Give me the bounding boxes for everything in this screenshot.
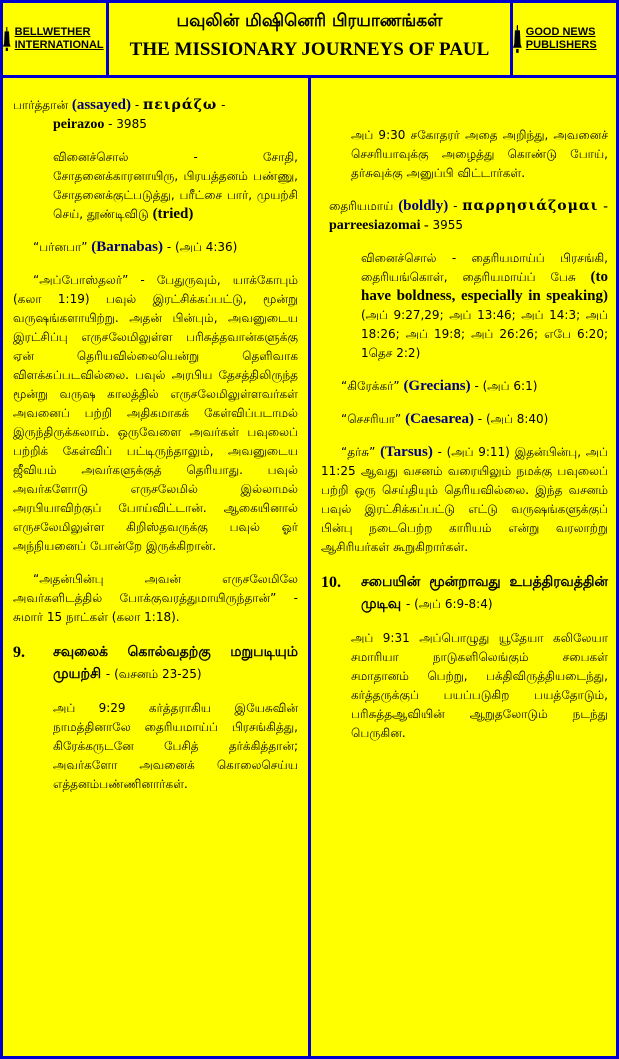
after-paragraph: “அதன்பின்பு அவன் எருசலேமிலே அவர்களிடத்தில் போக்குவரத்துமாயிருந்தான்” - சுமார் 15 நாட்கள் (கலா 1:18).: [13, 572, 298, 624]
good-news-logo: [513, 3, 616, 75]
good-news-logo-text: GOOD NEWS PUBLISHERS: [525, 26, 597, 51]
strong-number: - 3985: [108, 117, 147, 131]
entry-grecians: “கிரேக்கர்” (Grecians) - (அப் 6:1): [341, 378, 538, 394]
term-english: (assayed): [71, 97, 132, 113]
entry-boldly: தைரியமாய் (boldly) - παρρησιάζομαι - parreesiazomai - 3955: [329, 198, 608, 233]
right-column: [311, 78, 616, 1056]
book-icon: [513, 17, 522, 61]
translation: (tried): [152, 206, 194, 222]
entry-assayed-def: வினைச்சொல் - சோதி, சோதனைக்காரனாயிரு, பிரயத்தனம் பண்ணு, சோதனைக்குட்படுத்து, பரீட்சை பார், முயற்சி செய், தூண்டிவிடு (tried): [53, 150, 298, 222]
term-roman: peirazoo: [53, 117, 105, 132]
bellwether-logo: [3, 3, 106, 75]
entry-caesarea: “செசரியா” (Caesarea) - (அப் 8:40): [341, 411, 549, 427]
acts-9-30: அப் 9:30 சகோதரர் அதை அறிந்து, அவனைச் செசரியாவுக்கு அழைத்து கொண்டு போய், தர்சுவுக்கு அனுப்பி விட்டார்கள்.: [351, 128, 608, 180]
tarsus-paragraph: இதன்பின்பு, அப் 11:25 ஆவது வசனம் வரையிலும் நமக்கு பவுலைப் பற்றி ஒரு செய்தியும் தெரியவில்லை. இந்த வசனம் பவுல் இரட்சிக்கப்பட்டு எட்டு வருஷங்களுக்குப் பின்பு நடைபெற்ற காரியம் என்று வரலாற்று ஆசிரியர்கள் கூறுகிறார்கள்.: [321, 445, 608, 554]
section-9-paragraph: அப் 9:29 கர்த்தராகிய இயேசுவின் நாமத்தினாலே தைரியமாய்ப் பிரசங்கித்து, கிரேக்கருடனே பேசித் தர்க்கித்தான்; அவர்களோ அவனைக் கொலைசெய்ய எத்தனம்பண்ணினார்கள்.: [53, 701, 298, 791]
apostle-paragraph: “அப்போஸ்தலர்” - பேதுருவும், யாக்கோபும் (கலா 1:19) பவுல் இரட்சிக்கப்பட்டு, மூன்று வருஷங்களாயிற்று. அதன் பின்பும், அவனுடைய இரட்சிப்பு எருசலேமிலுள்ள பரிசுத்தவான்களுக்கு ஏன் தெரியவில்லையென்று தெளிவாக விளக்கப்படவில்லை. பவுல் அரபிய தேசத்திலிருந்த மூன்று வருஷ காலத்தில் எருசலேமிலுள்ளவர்கள் அவனைப் பற்றி அதிகமாகக் கேள்விப்படாமல் இருந்திருக்கலாம். ஒருவேளை அவர்கள் பவுலைப் பற்றிக் கேள்விப் பட்டிருந்தாலும், அவனுடைய ஜீவியம் அவர்களுக்குத் தெரியாது. பவுல் அவர்களோடு எருசலேமில் இல்லாமல் அரபியாவிற்குப் போய்விட்டான். ஆகையினால் எருசலேமிலுள்ள கிறிஸ்தவருக்கு பவுல் ஓர் அந்நியனைப் போன்றே இருக்கிறான்.: [13, 273, 298, 553]
section-9-heading: 9. சவுலைக் கொல்வதற்கு மறுபடியும் முயற்சி - (வசனம் 23-25): [13, 644, 298, 682]
entry-assayed: பார்த்தான் (assayed) - πειράζω -: [13, 97, 226, 113]
term-tamil: பார்த்தான்: [13, 98, 69, 112]
bellwether-logo-text: BELLWETHER INTERNATIONAL: [14, 26, 104, 51]
entry-tarsus: “தர்சு” (Tarsus) - (அப் 9:11) இதன்பின்பு, அப் 11:25 ஆவது வசனம் வரையிலும் நமக்கு பவுலைப் பற்றி ஒரு செய்தியும் தெரியவில்லை. இந்த வசனம் பவுல் இரட்சிக்கப்பட்டு எட்டு வருஷங்களுக்குப் பின்பு நடைபெற்ற காரியம் என்று வரலாற்று ஆசிரியர்கள் கூறுகிறார்கள்.: [321, 444, 608, 554]
term-greek: πειράζω: [143, 97, 218, 113]
page-title: [109, 3, 510, 75]
left-column: [3, 78, 308, 1056]
title-english: THE MISSIONARY JOURNEYS OF PAUL: [129, 39, 490, 60]
bell-icon: [3, 17, 11, 61]
entry-barnabas: “பர்னபா” (Barnabas) - (அப் 4:36): [33, 239, 238, 255]
section-10-heading: 10. சபையின் மூன்றாவது உபத்திரவத்தின் முடிவு - (அப் 6:9-8:4): [321, 574, 608, 612]
entry-boldly-def: வினைச்சொல் - தைரியமாய்ப் பிரசங்கி, தைரியங்கொள், தைரியமாய்ப் பேசு (to have boldness, especially in speaking) (அப் 9:27,29; அப் 13:46; அப் 14:3; அப் 18:26; அப் 19:8; அப் 26:26; எபே 6:20; 1தெச 2:2): [361, 251, 608, 360]
title-tamil: பவுலின் மிஷினெரி பிரயாணங்கள்: [176, 11, 443, 31]
entry-assayed-rom: [13, 115, 298, 134]
section-10-paragraph: அப் 9:31 அப்பொழுது யூதேயா கலிலேயா சமாரியா நாடுகளிலெங்கும் சபைகள் சமாதானம் பெற்று, பக்திவிருத்தியடைந்து, கர்த்தருக்குப் பயப்படுகிற பயத்தோடும், பரிசுத்தஆவியின் ஆறுதலோடும் நடந்து பெருகின.: [351, 631, 608, 740]
